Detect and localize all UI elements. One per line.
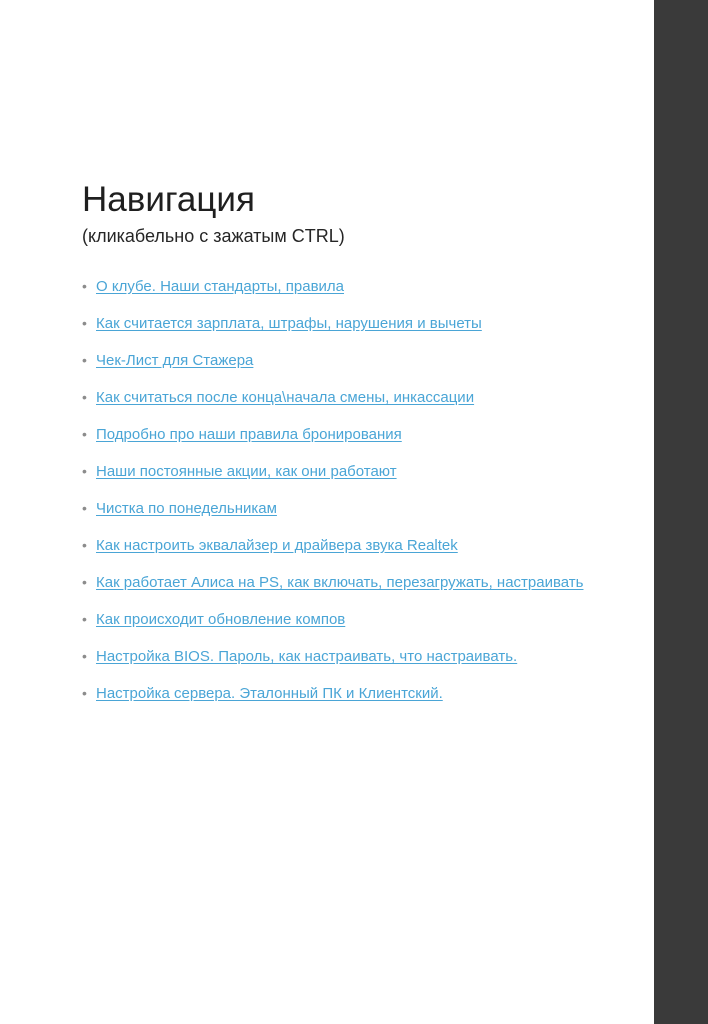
nav-link-bios[interactable]: Настройка BIOS. Пароль, как настраивать, что настраивать. <box>96 648 518 665</box>
nav-link-pc-update[interactable]: Как происходит обновление компов <box>96 611 346 628</box>
nav-link-alice-ps[interactable]: Как работает Алиса на PS, как включать, перезагружать, настраивать <box>96 574 584 591</box>
navigation-list <box>82 277 642 721</box>
nav-link-about-club[interactable]: О клубе. Наши стандарты, правила <box>96 278 345 295</box>
list-item <box>82 684 642 703</box>
nav-link-booking-rules[interactable]: Подробно про наши правила бронирования <box>96 426 402 443</box>
nav-link-realtek-audio[interactable]: Как настроить эквалайзер и драйвера звука Realtek <box>96 537 458 554</box>
list-item <box>82 462 642 481</box>
nav-link-salary[interactable]: Как считается зарплата, штрафы, нарушения и вычеты <box>96 315 482 332</box>
bullet-icon: • <box>82 315 87 331</box>
list-item <box>82 351 642 370</box>
bullet-icon: • <box>82 500 87 516</box>
bullet-icon: • <box>82 611 87 627</box>
list-item <box>82 314 642 333</box>
list-item <box>82 573 642 592</box>
nav-link-promotions[interactable]: Наши постоянные акции, как они работают <box>96 463 397 480</box>
list-item <box>82 499 642 518</box>
bullet-icon: • <box>82 537 87 553</box>
list-item <box>82 647 642 666</box>
sidebar-strip <box>654 0 708 1024</box>
page-title: Навигация <box>82 180 255 219</box>
bullet-icon: • <box>82 574 87 590</box>
bullet-icon: • <box>82 389 87 405</box>
page-subtitle: (кликабельно с зажатым CTRL) <box>82 226 345 246</box>
bullet-icon: • <box>82 426 87 442</box>
bullet-icon: • <box>82 648 87 664</box>
list-item <box>82 425 642 444</box>
nav-link-server-setup[interactable]: Настройка сервера. Эталонный ПК и Клиентский. <box>96 685 443 702</box>
list-item <box>82 277 642 296</box>
nav-link-shift-cash[interactable]: Как считаться после конца\начала смены, инкассации <box>96 389 475 406</box>
bullet-icon: • <box>82 463 87 479</box>
list-item <box>82 610 642 629</box>
bullet-icon: • <box>82 352 87 368</box>
nav-link-checklist[interactable]: Чек-Лист для Стажера <box>96 352 254 369</box>
list-item <box>82 388 642 407</box>
list-item <box>82 536 642 555</box>
nav-link-monday-cleaning[interactable]: Чистка по понедельникам <box>96 500 277 517</box>
bullet-icon: • <box>82 278 87 294</box>
bullet-icon: • <box>82 685 87 701</box>
